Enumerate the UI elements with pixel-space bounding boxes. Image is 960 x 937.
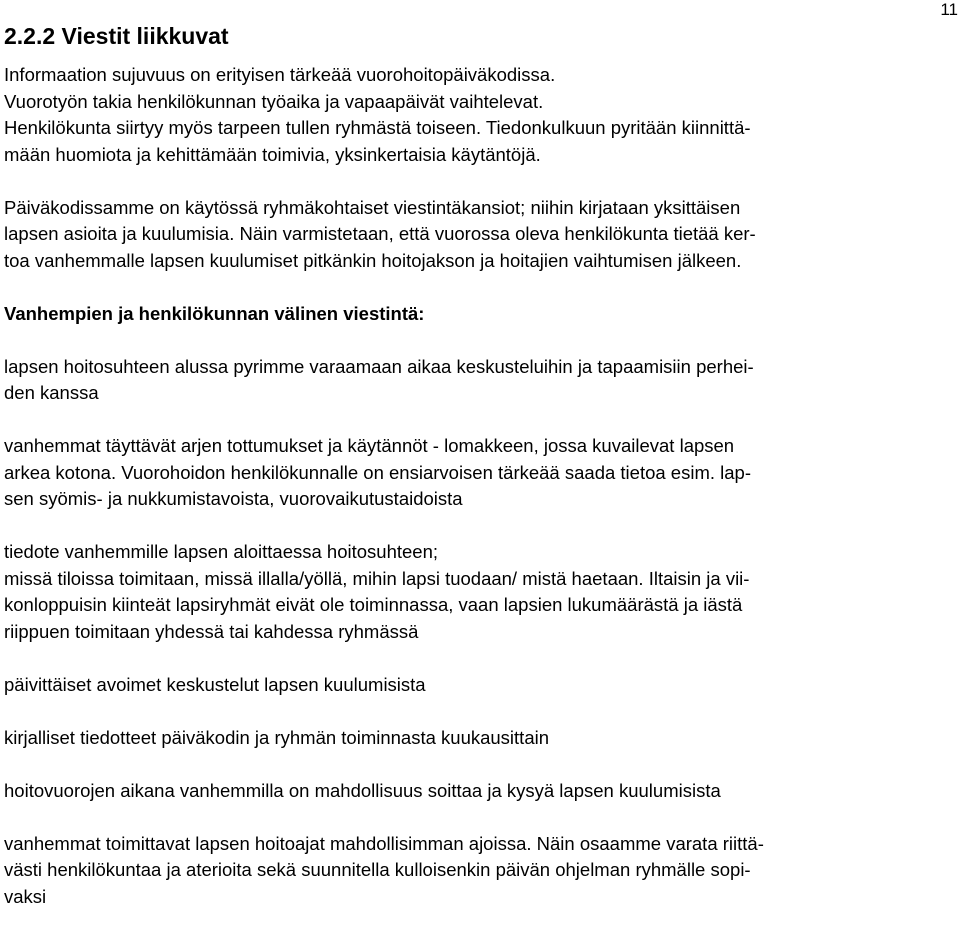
page-number: 11 [940,0,958,19]
paragraph [4,62,954,168]
paragraph [4,725,954,752]
text-line: Informaation sujuvuus on erityisen tärkeää vuorohoitopäiväkodissa. [4,64,556,85]
paragraph [4,354,954,407]
paragraph [4,672,954,699]
text-line: den kanssa [4,382,99,403]
text-line: päivittäiset avoimet keskustelut lapsen kuulumisista [4,673,426,695]
text-line: Vuorotyön takia henkilökunnan työaika ja vapaapäivät vaihtelevat. [4,90,544,112]
text-line: lapsen asioita ja kuulumisia. Näin varmistetaan, että vuorossa oleva henkilökunta tietää ker- [4,223,756,244]
text-line: arkea kotona. Vuorohoidon henkilökunnalle on ensiarvoisen tärkeää saada tietoa esim. lap- [4,461,751,483]
document-body [4,20,954,937]
text-line: sen syömis- ja nukkumistavoista, vuorovaikutustaidoista [4,488,463,509]
paragraph [4,195,954,275]
text-line: Päiväkodissamme on käytössä ryhmäkohtaiset viestintäkansiot; niihin kirjataan yksittäisen [4,196,741,218]
text-line: mään huomiota ja kehittämään toimivia, yksinkertaisia käytäntöjä. [4,143,541,165]
text-line: lapsen hoitosuhteen alussa pyrimme varaamaan aikaa keskusteluihin ja tapaamisiin perhei- [4,355,754,377]
text-line: vanhemmat toimittavat lapsen hoitoajat mahdollisimman ajoissa. Näin osaamme varata riittä- [4,832,764,854]
text-line: tiedote vanhemmille lapsen aloittaessa hoitosuhteen; [4,541,439,562]
text-line: Vanhempien ja henkilökunnan välinen viestintä: [4,302,425,324]
paragraph [4,539,954,645]
text-line: kirjalliset tiedotteet päiväkodin ja ryhmän toiminnasta kuukausittain [4,726,550,748]
text-line: toa vanhemmalle lapsen kuulumiset pitkänkin hoitojakson ja hoitajien vaihtumisen jälkeen. [4,249,742,271]
text-line: vanhemmat täyttävät arjen tottumukset ja käytännöt - lomakkeen, jossa kuvailevat lapsen [4,435,735,456]
text-line: västi henkilökuntaa ja aterioita sekä suunnitella kulloisenkin päivän ohjelman ryhmälle sopi- [4,859,751,880]
subheading [4,301,954,328]
text-line: konloppuisin kiinteät lapsiryhmät eivät ole toiminnassa, vaan lapsien lukumäärästä ja iästä [4,594,743,615]
paragraph-list [4,62,954,910]
text-line: riippuen toimitaan yhdessä tai kahdessa ryhmässä [4,620,419,642]
text-line: vaksi [4,885,47,907]
paragraph [4,831,954,911]
paragraph [4,778,954,805]
text-line: missä tiloissa toimitaan, missä illalla/yöllä, mihin lapsi tuodaan/ mistä haetaan. Iltaisin ja vii- [4,567,750,589]
text-line: Henkilökunta siirtyy myös tarpeen tullen ryhmästä toiseen. Tiedonkulkuun pyritään kiinnittä- [4,117,751,138]
text-line: hoitovuorojen aikana vanhemmilla on mahdollisuus soittaa ja kysyä lapsen kuulumisista [4,779,721,801]
paragraph [4,433,954,513]
section-heading: 2.2.2 Viestit liikkuvat [4,23,229,49]
